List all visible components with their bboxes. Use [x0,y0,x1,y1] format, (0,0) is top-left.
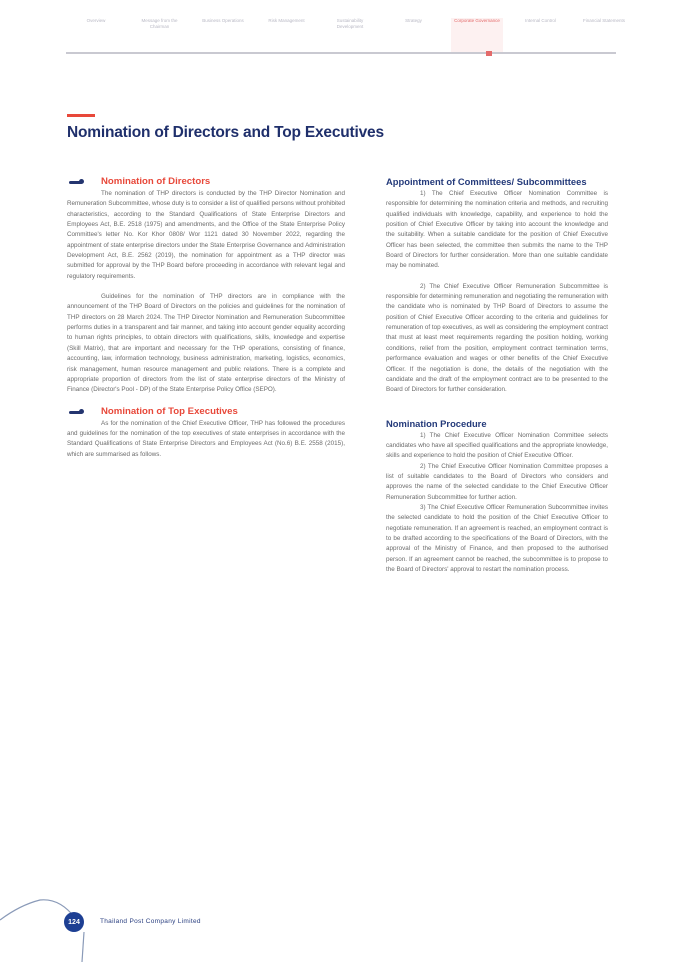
pointer-hand-icon [67,178,87,186]
nav-active-marker [486,51,492,56]
nav-item[interactable]: Internal Control [525,18,556,23]
paragraph: The nomination of THP directors is conducted by the THP Director Nomination and Remuneration Subcommittee, whose duty is to consider a list of qualified persons without prohibited characteristics, according to the Standard Qualifications of State Enterprise Directors and Employees Act, B.E. 2518 (1975) and amendments, and the Office of the State Enterprise Policy Committee's letter No. Kor Khor 0808/ Wor 1121 dated 30 November 2022, regarding the appointment of state enterprise directors under the State Enterprise Governance and Administration Development Act, B.E. 2562 (2019), the nomination for appointment as a THP director was submitted for approval by the THP Board before proceeding in accordance with relevant legal and regulatory requirements. [67,190,345,280]
nav-item[interactable]: Overview [86,18,106,23]
subsection-heading: Appointment of Committees/ Subcommittees [386,176,587,187]
nav-divider [66,52,616,54]
section-nav [70,18,630,52]
nav-item-active[interactable]: Corporate Governance [451,18,503,52]
heading-text: Nomination of Directors [101,176,211,187]
paragraph: 2) The Chief Executive Officer Nomination Committee proposes a list of suitable candidates to the Board of Directors who considers and approves the name of the selected candidate to the Chief Executive Officer Remuneration Subcommittee for further action. [386,462,608,501]
page-title: Nomination of Directors and Top Executives [67,124,384,141]
paragraph: 3) The Chief Executive Officer Remuneration Subcommittee invites the selected candidate to hold the position of the Chief Executive Officer to negotiate remuneration. If an agreement is reached, an employment contract is to be drafted according to the specifications of the Board of Directors, with the approval of the Ministry of Finance, and then proposed to the authorised person. If an agreement cannot be reached, the subcommittee is to propose to the Board of Directors' approval to restart the nomination process. [386,503,608,573]
heading-text: Nomination of Top Executives [101,405,238,417]
nav-item[interactable]: Message from the Chairman [141,18,178,29]
left-column [67,176,345,460]
paragraph: 1) The Chief Executive Officer Nomination Committee selects candidates who have all specified qualifications and the appropriate knowledge, skills and experience to hold the position of Chief Executive Officer. [386,431,608,460]
section-heading [67,176,345,188]
paragraph: 1) The Chief Executive Officer Nomination Committee is responsible for determining the nomination criteria and methods, and recruiting qualified individuals with knowledge, capability, and experience to hold the position of Chief Executive Officer by taking into account the knowledge and the suitability. When a suitable candidate for the position of Chief Executive Officer has been selected, the committee then submits the name to the THP Board of Directors for further consideration. More than one suitable candidate may be nominated. [386,190,608,270]
subsection-heading: Nomination Procedure [386,417,487,429]
paragraph: As for the nomination of the Chief Executive Officer, THP has followed the procedures and guidelines for the nomination of the top executives of state enterprises in accordance with the Standard Qualifications of State Enterprise Directors and Employees Act (No.6) B.E. 2558 (2015), which are summarised as follows. [67,419,345,458]
right-column [386,176,608,575]
paragraph: 2) The Chief Executive Officer Remuneration Subcommittee is responsible for determining remuneration and negotiating the remuneration with the candidate who is nominated by THP Board of Directors to assume the position of Chief Executive Officer according to the criteria and guidelines for remuneration of top executives, as well as considering the employment contract that must at least meet requirements regarding the position holding, working conditions, relief from the position, employment contract termination terms, performance evaluation and wages or other benefits of the Chief Executive Officer. If the negotiation is done, the details of the negotiation with the candidate and the draft of the employment contract are to be presented to the Board of Directors for further consideration. [386,282,608,394]
nav-item[interactable]: Sustainability Development [336,18,364,29]
nav-item[interactable]: Strategy [405,18,422,23]
section-heading [67,406,345,418]
page-number: 124 [64,912,84,932]
nav-item[interactable]: Risk Management [268,18,305,23]
pointer-hand-icon [67,408,87,416]
nav-item[interactable]: Financial Statements [582,18,626,23]
title-accent-bar [67,114,95,117]
company-name: Thailand Post Company Limited [100,918,201,925]
nav-item[interactable]: Business Operations [202,18,244,23]
paragraph: Guidelines for the nomination of THP directors are in compliance with the announcement of the THP Board of Directors on the policies and guidelines for the nomination of THP directors on 28 March 2024. The THP Director Nomination and Remuneration Subcommittee performs duties in a transparent and fair manner, and taking into account gender equality according to human rights principles, to obtain directors with qualifications, skills, knowledge and expertise (Skill Matrix), that are important and necessary for the THP operations, consisting of finance, accounting, law, information technology, business administration, marketing, logistics, economics, risk management, human resource management and public relations. There is a complete and appropriate proportion of directors from the list of state enterprise directors of the Ministry of Finance (Director's Pool - DP) of the State Enterprise Policy Office (SEPO). [67,293,345,394]
